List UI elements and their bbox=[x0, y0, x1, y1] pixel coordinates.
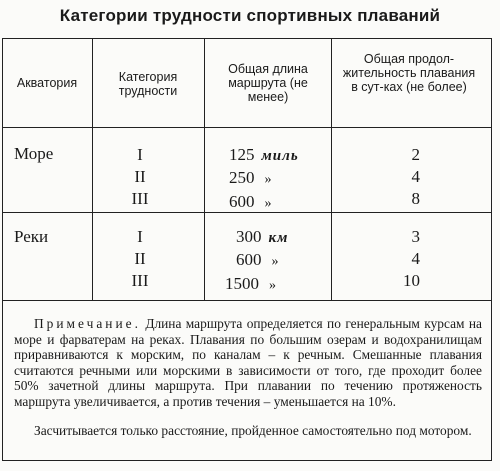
category-cell: I bbox=[137, 227, 143, 246]
length-list-rivers bbox=[225, 226, 331, 297]
category-list-sea bbox=[112, 144, 168, 210]
category-cell: III bbox=[131, 189, 149, 208]
footnote-text: Длина маршрута определяется по генеральным курсам на море и фарватерам на реках. Плавания по большим озерам и водохранилищам приравниваются к морским, по каналам – к речным. Смешанные плавания считаются речными или морскими в зависимости от того, где проходит более 50% зачетной длины маршрута. При плавании по течению протяженость маршрута увеличивается, а против течения – уменьшается на 10%. bbox=[14, 316, 482, 409]
length-value: 125 bbox=[229, 145, 255, 164]
length-value: 300 bbox=[236, 227, 262, 246]
category-cell: II bbox=[134, 249, 146, 268]
footnote-secondary: Засчитывается только расстояние, пройденное самостоятельно под мотором. bbox=[34, 423, 472, 438]
aquatory-sea: Море bbox=[14, 144, 54, 163]
header-aquatory: Акватория bbox=[16, 76, 78, 90]
duration-list-rivers bbox=[380, 226, 420, 292]
note-divider bbox=[2, 300, 492, 301]
category-cell: II bbox=[134, 167, 146, 186]
length-value: 600 bbox=[229, 192, 255, 211]
duration-cell: 2 bbox=[411, 145, 420, 164]
ditto-mark: » bbox=[264, 172, 272, 187]
column-divider-2 bbox=[204, 38, 205, 300]
length-unit: км bbox=[268, 230, 289, 246]
header-divider bbox=[2, 127, 492, 128]
header-duration: Общая продол-жительность плавания в сут-ках (не более) bbox=[342, 52, 476, 94]
header-length: Общая длина маршрута (не менее) bbox=[228, 62, 308, 104]
duration-cell: 4 bbox=[411, 167, 420, 186]
duration-cell: 3 bbox=[411, 227, 420, 246]
ditto-mark: » bbox=[264, 196, 272, 211]
ditto-mark: » bbox=[271, 254, 279, 269]
length-value: 250 bbox=[229, 168, 255, 187]
category-list-rivers bbox=[112, 226, 168, 292]
duration-cell: 4 bbox=[411, 249, 420, 268]
duration-list-sea bbox=[380, 144, 420, 210]
duration-cell: 10 bbox=[403, 271, 420, 290]
length-list-sea bbox=[229, 144, 329, 215]
page-title: Категории трудности спортивных плаваний bbox=[59, 6, 441, 25]
column-divider-1 bbox=[92, 38, 93, 300]
category-cell: I bbox=[137, 145, 143, 164]
length-value: 1500 bbox=[225, 274, 259, 293]
length-value: 600 bbox=[236, 250, 262, 269]
duration-cell: 8 bbox=[411, 189, 420, 208]
category-cell: III bbox=[131, 271, 149, 290]
column-divider-3 bbox=[331, 38, 332, 300]
footnote bbox=[14, 316, 482, 410]
aquatory-rivers: Реки bbox=[14, 227, 49, 246]
length-unit: миль bbox=[261, 148, 299, 164]
footnote-lead: Примечание. bbox=[34, 316, 141, 331]
ditto-mark: » bbox=[269, 278, 276, 293]
header-category: Категория трудности bbox=[118, 70, 178, 98]
